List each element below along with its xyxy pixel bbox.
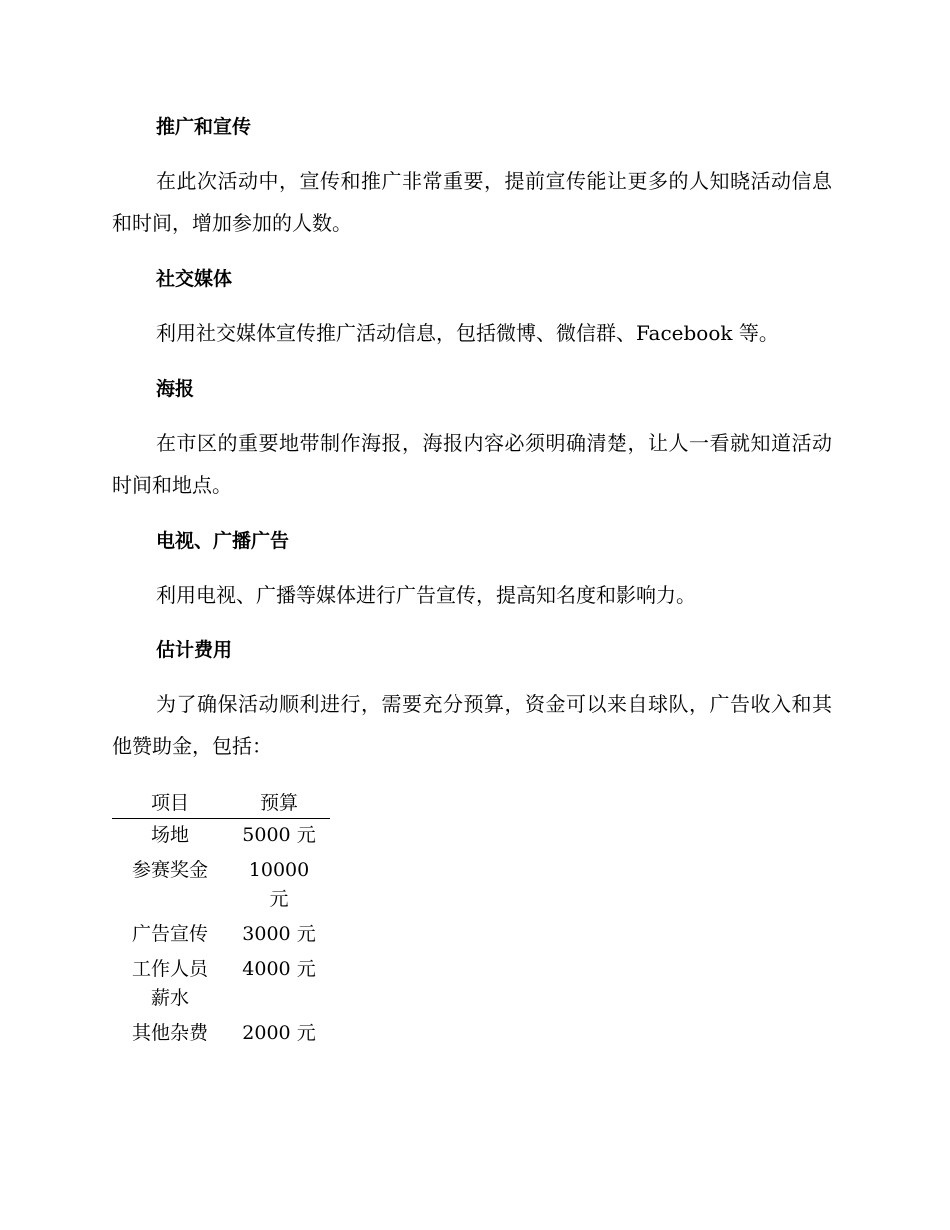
section-heading-social-media: 社交媒体 (156, 268, 233, 290)
section-text-social-media: 利用社交媒体宣传推广活动信息，包括微博、微信群、Facebook 等。 (156, 321, 779, 345)
section-text-poster: 在市区的重要地带制作海报，海报内容必须明确清楚，让人一看就知道活动时间和地点。 (112, 431, 832, 497)
budget-table (112, 788, 330, 1052)
budget-amount-cell: 4000 元 (242, 958, 316, 980)
section-heading-promotion: 推广和宣传 (156, 116, 252, 138)
budget-table-header-row (112, 788, 330, 819)
section-heading-tv-radio: 电视、广播广告 (156, 530, 290, 552)
table-row (112, 1017, 330, 1052)
budget-item-cell: 广告宣传 (131, 923, 208, 945)
section-heading-poster: 海报 (156, 378, 195, 400)
budget-header-item: 项目 (112, 788, 228, 819)
table-row (112, 854, 330, 918)
budget-item-cell: 参赛奖金 (131, 859, 208, 881)
budget-item-cell: 工作人员薪水 (131, 958, 208, 1009)
section-heading-cost-estimate: 估计费用 (156, 639, 233, 661)
budget-amount-cell: 5000 元 (242, 824, 316, 846)
table-row (112, 918, 330, 953)
table-row (112, 819, 330, 855)
section-text-tv-radio: 利用电视、广播等媒体进行广告宣传，提高知名度和影响力。 (156, 583, 696, 607)
budget-item-cell: 其他杂费 (131, 1022, 208, 1044)
budget-amount-cell: 3000 元 (242, 923, 316, 945)
budget-item-cell: 场地 (150, 824, 189, 846)
budget-amount-cell: 10000 元 (248, 859, 310, 910)
section-text-promotion: 在此次活动中，宣传和推广非常重要，提前宣传能让更多的人知晓活动信息和时间，增加参加的人数。 (112, 169, 832, 235)
budget-amount-cell: 2000 元 (242, 1022, 316, 1044)
budget-header-amount: 预算 (228, 788, 330, 819)
table-row (112, 953, 330, 1017)
section-text-cost-estimate: 为了确保活动顺利进行，需要充分预算，资金可以来自球队，广告收入和其他赞助金，包括： (112, 692, 832, 758)
